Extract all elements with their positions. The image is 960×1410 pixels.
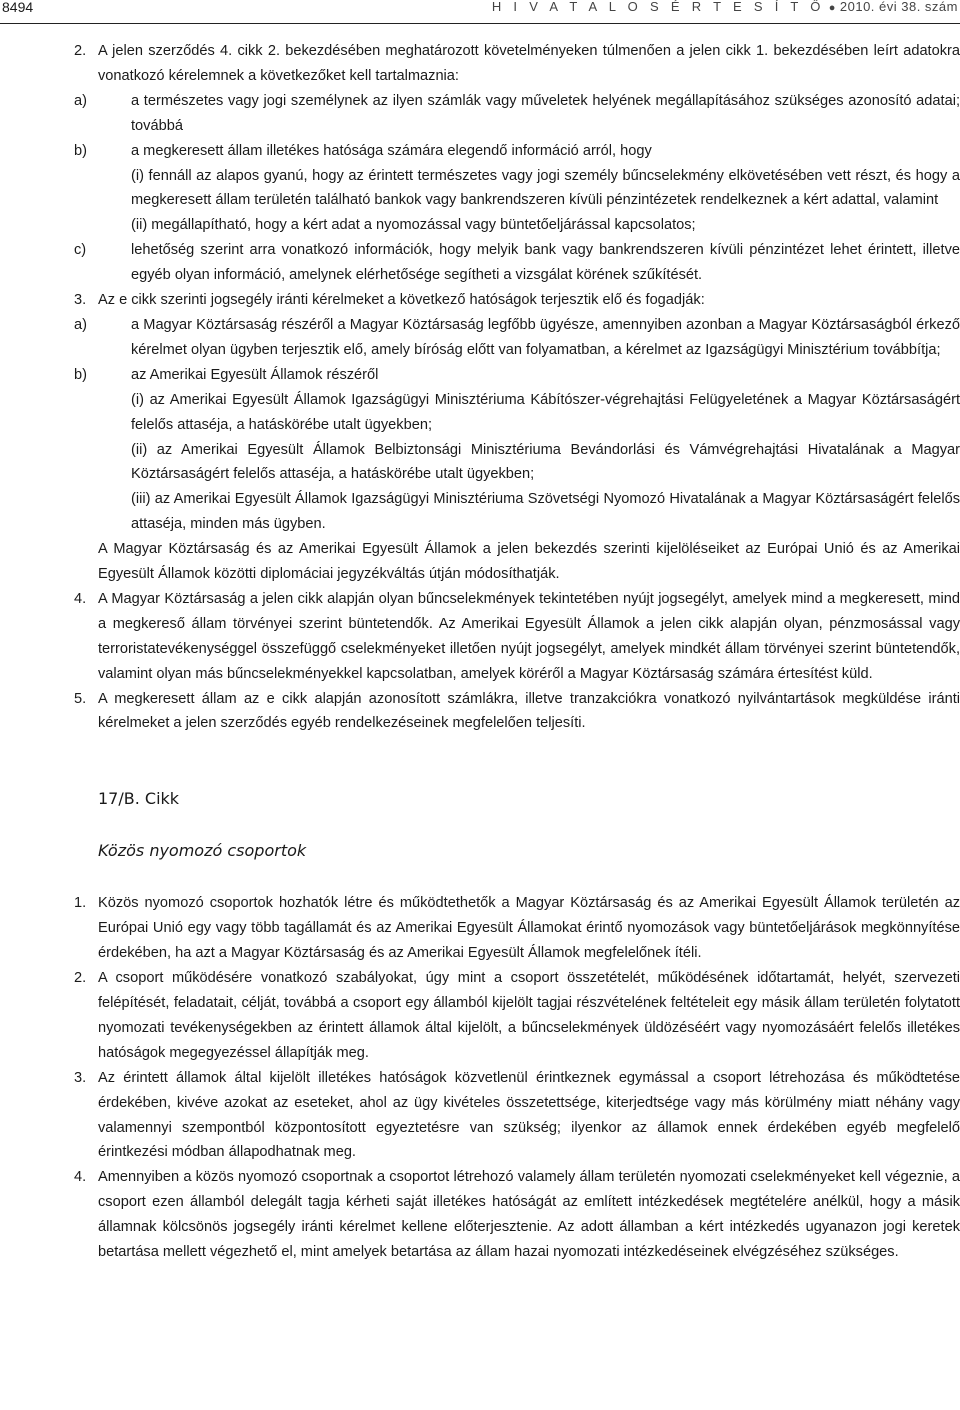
paragraph-text: A jelen szerződés 4. cikk 2. bekezdésében meghatározott követelményeken túlmenően a jelen cikk 1. bekezdésében leírt adatokra vonatkozó kérelemnek a következőket kell tartalmaznia: — [98, 43, 960, 84]
subpoint-ii: (ii) megállapítható, hogy a kért adat a nyomozással vagy büntetőeljárással kapcsolatos; — [131, 217, 696, 234]
article-title: Közös nyomozó csoportok — [98, 841, 307, 861]
point-label: c) — [74, 242, 87, 259]
subpoint-i: (i) fennáll az alapos gyanú, hogy az érintett természetes vagy jogi személy bűncselekmény elkövetésében vett részt, és hogy a megkeresett állam területén található bankok vagy bankrendszeren kívüli pénzintézetek rendelkeznek a kért adattal, valamint — [131, 167, 960, 209]
paragraph-2 — [0, 39, 960, 89]
paragraph-number: 1. — [74, 895, 87, 912]
issue-label: 2010. évi 38. szám — [839, 0, 958, 14]
paragraph-text: Az e cikk szerinti jogsegély iránti kérelmeket a következő hatóságok terjesztik elő és fogadják: — [98, 292, 705, 309]
page-number: 8494 — [2, 0, 34, 15]
point-label: a) — [74, 92, 87, 109]
paragraph-number: 4. — [74, 590, 87, 607]
point-text: a megkeresett állam illetékes hatósága számára elegendő információ arról, hogy — [131, 142, 652, 159]
subpoint-iii: (iii) az Amerikai Egyesült Államok Igazságügyi Minisztériuma Szövetségi Nyomozó Hivatalának a Magyar Köztársaságért felelős attaséja, minden más ügyben. — [131, 491, 960, 533]
article-body — [0, 891, 960, 1265]
journal-title: H I V A T A L O S É R T E S Í T Ő — [491, 0, 825, 14]
paragraph-5 — [0, 687, 960, 737]
point-b — [0, 139, 960, 164]
paragraph-text: Közös nyomozó csoportok hozhatók létre és működtethetők a Magyar Köztársaság és az Amerikai Egyesült Államok területén az Európai Unió egy vagy több tagállamát és az Amerikai Egyesült Államokat érintő nyomozások vagy büntetőeljárások megkönnyítése érdekében, ha azt a Magyar Köztársaság és az Amerikai Egyesült Államok megfelelőnek ítéli. — [98, 895, 960, 962]
point-label: a) — [74, 316, 87, 333]
point-a — [0, 89, 960, 139]
paragraph-number: 3. — [74, 292, 87, 309]
point-a — [0, 313, 960, 363]
paragraph-4 — [0, 587, 960, 687]
subpoint-ii: (ii) az Amerikai Egyesült Államok Belbiztonsági Minisztériuma Bevándorlási és Vámvégrehajtási Hivatalának a Magyar Köztársaságért felelős attaséja, a hatáskörébe utalt ügyekben; — [131, 441, 960, 483]
paragraph-text: Amennyiben a közös nyomozó csoportnak a csoportot létrehozó valamely állam területén nyomozati cselekményeket kell végeznie, a csoport ezen államból delegált tagja kérheti saját illetékes hatóságát az említett intézkedések megtételére anélkül, hogy a másik államnak kölcsönös jogsegély iránti kérelmet kellene előterjesztenie. Az adott államban a kért intézkedés ugyanazon jogi keretek betartása mellett végezhető el, mint amelyek betartása az állam hazai nyomozati intézkedéseinek elvégzéséhez szükséges. — [98, 1169, 960, 1261]
point-label: b) — [74, 142, 87, 159]
page-header — [0, 0, 960, 22]
paragraph-number: 3. — [74, 1069, 87, 1086]
article-paragraph-2 — [0, 966, 960, 1066]
point-b — [0, 363, 960, 388]
article-paragraph-4 — [0, 1165, 960, 1265]
running-header — [492, 0, 958, 14]
separator-bullet: ● — [828, 2, 836, 14]
paragraph-text: A megkeresett állam az e cikk alapján azonosított számlákra, illetve tranzakciókra vonatkozó nyilvántartások megküldése iránti kérelmeket a jelen szerződés egyéb rendelkezéseinek megfelelően teljesíti. — [98, 690, 960, 732]
point-text: a Magyar Köztársaság részéről a Magyar Köztársaság legfőbb ügyésze, amennyiben azonban a Magyar Köztársaságból érkező kérelmet olyan ügyben terjesztik elő, amely bíróság előtt van folyamatban, a kérelmet az Igazságügyi Minisztérium továbbítja; — [131, 316, 960, 358]
point-c — [0, 238, 960, 288]
article-heading: 17/B. Cikk — [98, 789, 180, 809]
subpoint-i: (i) az Amerikai Egyesült Államok Igazságügyi Minisztériuma Kábítószer-végrehajtási Felügyeletének a Magyar Köztársaságért felelős attaséja, a hatáskörébe utalt ügyekben; — [131, 391, 960, 433]
point-label: b) — [74, 366, 87, 383]
paragraph-number: 2. — [74, 970, 87, 987]
paragraph-number: 4. — [74, 1169, 87, 1186]
paragraph-number: 5. — [74, 690, 87, 707]
article-paragraph-1 — [0, 891, 960, 966]
paragraph-text: A Magyar Köztársaság a jelen cikk alapján olyan bűncselekmények tekintetében nyújt jogsegélyt, amelyek mind a megkeresett, mind a megkereső állam törvényei szerint büntetendők. Az Amerikai Egyesült Államok a jelen cikk alapján olyan, pénzmosással vagy terroristatevékenységgel összefüggő cselekményeket illetően nyújt jogsegélyt, amelyek mindkét állam törvényei szerint büntetendők, valamint olyan más bűncselekményekkel kapcsolatban, amelyek köréről a Magyar Köztársaság számára értesítést küld. — [98, 590, 960, 682]
paragraph-text: Az érintett államok által kijelölt illetékes hatóságok közvetlenül érintkeznek egymással a csoport létrehozása és működtetése érdekében, kivéve azokat az eseteket, ahol az ügy kivételes összetettsége, kiterjedtsége vagy más körülmény miatt néhány vagy valamennyi szempontból központosított egyeztetésre van szükség; ilyenkor az államok ennek érdekében egyéb megfelelő érintkezési módban állapodhatnak meg. — [98, 1069, 960, 1161]
paragraph-3-closing: A Magyar Köztársaság és az Amerikai Egyesült Államok a jelen bekezdés szerinti kijelöléseiket az Európai Unió és az Amerikai Egyesült Államok közötti diplomáciai jegyzékváltás útján módosíthatják. — [98, 541, 960, 583]
point-text: az Amerikai Egyesült Államok részéről — [131, 366, 379, 383]
point-text: a természetes vagy jogi személynek az ilyen számlák vagy műveletek helyének megállapításához szükséges azonosító adatai; továbbá — [131, 92, 960, 134]
article-paragraph-3 — [0, 1066, 960, 1166]
header-rule — [0, 23, 960, 24]
paragraph-text: A csoport működésére vonatkozó szabályokat, úgy mint a csoport összetételét, működésének időtartamát, helyét, szervezeti felépítését, feladatait, célját, továbbá a csoport egy államból kijelölt tagjai részvételének feltételeit egy másik állam területén folytatott nyomozati tevékenységekben az érintett államok által kijelölt, a bűncselekmények üldözéséért vagy nyomozásáért felelős illetékes hatóságok megegyezéssel állapítják meg. — [98, 970, 960, 1061]
page-body — [0, 39, 960, 1265]
paragraph-number: 2. — [74, 43, 87, 59]
paragraph-3 — [0, 288, 960, 313]
point-text: lehetőség szerint arra vonatkozó információk, hogy melyik bank vagy bankrendszeren kívüli pénzintézet lehet érintett, illetve egyéb olyan információ, amelynek elérhetősége segítheti a vizsgálat körének szűkítését. — [131, 242, 960, 284]
